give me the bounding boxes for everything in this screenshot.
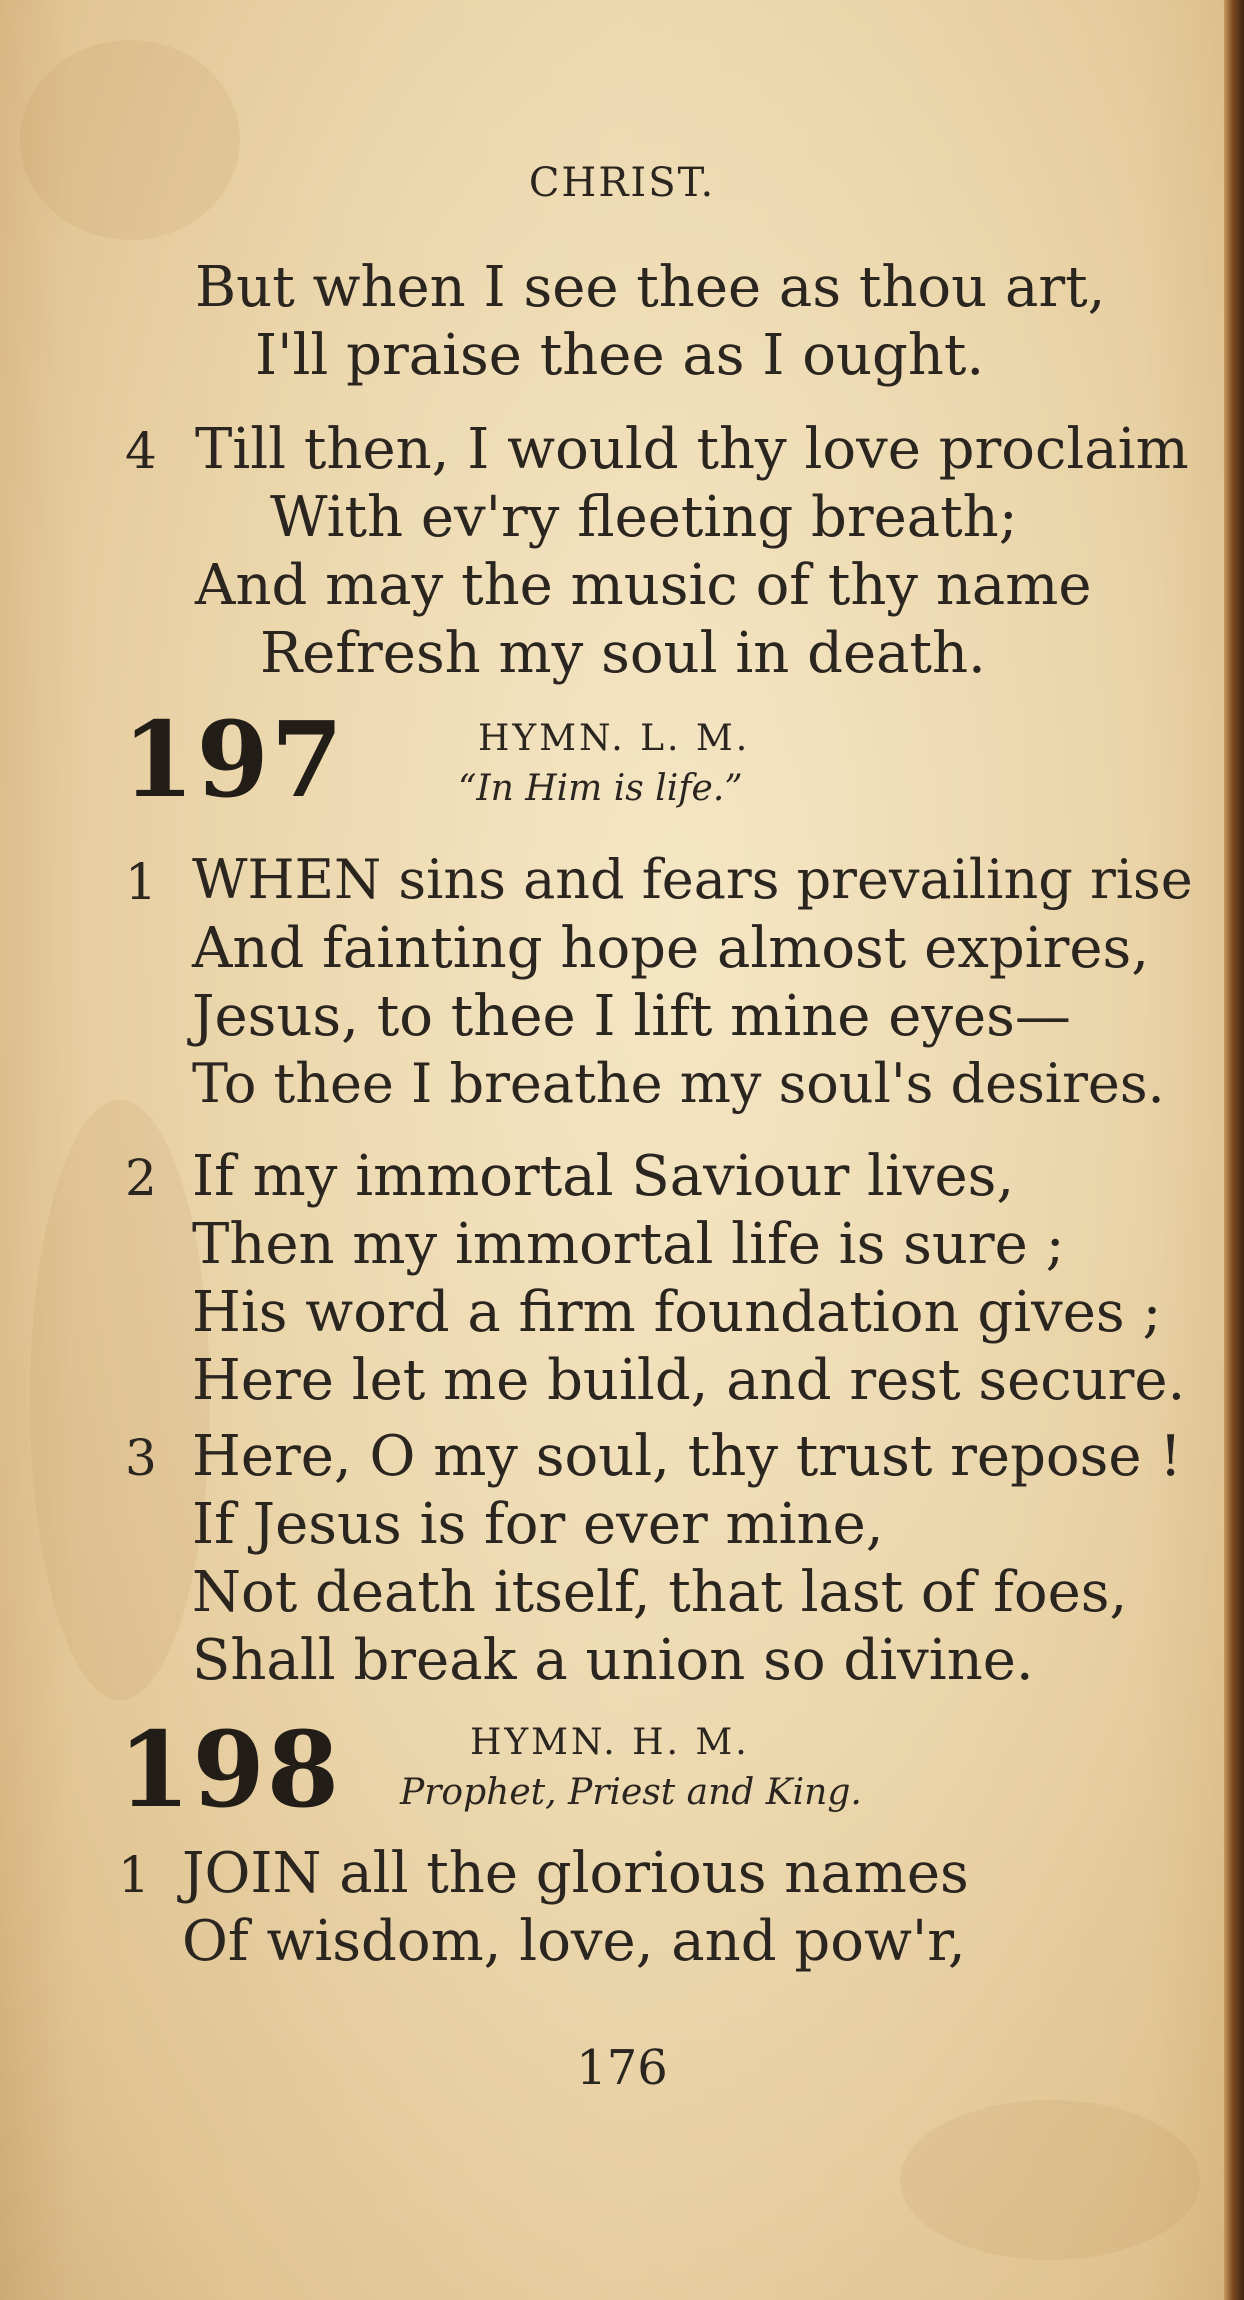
verse-line: Of wisdom, love, and pow'r, [182, 1909, 966, 1974]
verse-line: WHEN sins and fears prevailing rise [192, 848, 1193, 911]
verse-number: 4 [125, 422, 157, 480]
verse-line: And may the music of thy name [195, 553, 1092, 618]
paper-stain [900, 2100, 1200, 2260]
verse-number: 1 [118, 1846, 150, 1904]
verse-line: Here, O my soul, thy trust repose ! [192, 1424, 1182, 1489]
verse-line: Till then, I would thy love proclaim [195, 417, 1189, 482]
verse-line: His word a firm foundation gives ; [192, 1280, 1162, 1345]
hymn-number: 197 [122, 698, 346, 821]
verse-line: Shall break a union so divine. [192, 1628, 1034, 1693]
hymn-number: 198 [118, 1708, 342, 1831]
paper-stain [30, 1100, 210, 1700]
hymn-meter: HYMN. H. M. [470, 1722, 750, 1763]
verse-number: 1 [125, 853, 157, 911]
verse-line: But when I see thee as thou art, [195, 255, 1106, 320]
verse-line: To thee I breathe my soul's desires. [192, 1052, 1165, 1115]
hymn-subtitle: Prophet, Priest and King. [400, 1772, 862, 1813]
verse-line: If Jesus is for ever mine, [192, 1492, 884, 1557]
verse-line: Here let me build, and rest secure. [192, 1348, 1186, 1413]
verse-line: I'll praise thee as I ought. [255, 323, 985, 388]
page-header: CHRIST. [528, 160, 716, 206]
verse-line: And fainting hope almost expires, [192, 916, 1150, 981]
verse-line: Not death itself, that last of foes, [192, 1560, 1128, 1625]
verse-line: With ev'ry fleeting breath; [270, 485, 1018, 550]
verse-line: Jesus, to thee I lift mine eyes— [192, 984, 1071, 1049]
hymn-subtitle: “In Him is life.” [458, 768, 743, 809]
hymn-meter: HYMN. L. M. [478, 718, 751, 759]
verse-line: JOIN all the glorious names [182, 1841, 969, 1906]
verse-number: 2 [125, 1149, 157, 1207]
verse-line: If my immortal Saviour lives, [192, 1144, 1015, 1209]
book-spine-edge [1224, 0, 1244, 2300]
verse-number: 3 [125, 1429, 157, 1487]
paper-stain [20, 40, 240, 240]
page-number: 176 [576, 2040, 668, 2096]
verse-line: Refresh my soul in death. [260, 621, 986, 686]
verse-line: Then my immortal life is sure ; [192, 1212, 1065, 1277]
